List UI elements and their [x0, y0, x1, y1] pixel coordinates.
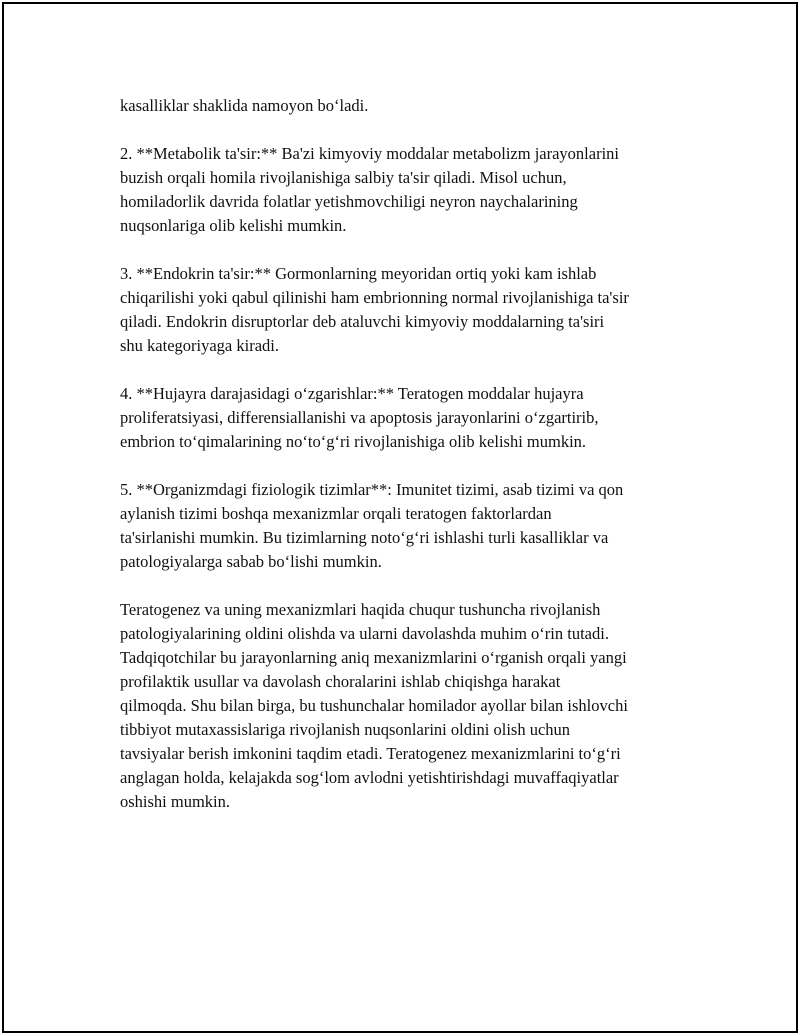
paragraph-endokrin: [120, 262, 720, 358]
text-line: patologiyalarining oldini olishda va ularni davolashda muhim o‘rin tutadi.: [120, 624, 609, 643]
text-line: embrion to‘qimalarining no‘to‘g‘ri rivojlanishiga olib kelishi mumkin.: [120, 432, 587, 451]
paragraph-metabolik: [120, 142, 720, 238]
text-line: buzish orqali homila rivojlanishiga salbiy ta'sir qiladi. Misol uchun,: [120, 168, 567, 187]
text-line: anglagan holda, kelajakda sog‘lom avlodni yetishtirishdagi muvaffaqiyatlar: [120, 768, 619, 787]
text-line: oshishi mumkin.: [120, 792, 231, 811]
text-line: kasalliklar shaklida namoyon bo‘ladi.: [120, 96, 369, 115]
text-line: profilaktik usullar va davolash choralarini ishlab chiqishga harakat: [120, 672, 561, 691]
text-line: chiqarilishi yoki qabul qilinishi ham embrionning normal rivojlanishiga ta'sir: [120, 288, 629, 307]
text-line: 3. **Endokrin ta'sir:** Gormonlarning meyoridan ortiq yoki kam ishlab: [120, 264, 597, 283]
paragraph-hujayra: [120, 382, 720, 454]
text-line: aylanish tizimi boshqa mexanizmlar orqali teratogen faktorlardan: [120, 504, 552, 523]
paragraph-conclusion: [120, 598, 720, 814]
text-line: homiladorlik davrida folatlar yetishmovchiligi neyron naychalarining: [120, 192, 578, 211]
text-line: tibbiyot mutaxassislariga rivojlanish nuqsonlarini oldini olish uchun: [120, 720, 571, 739]
text-line: shu kategoriyaga kiradi.: [120, 336, 279, 355]
paragraph-continuation: [120, 94, 720, 118]
text-line: 2. **Metabolik ta'sir:** Ba'zi kimyoviy moddalar metabolizm jarayonlarini: [120, 144, 619, 163]
text-line: 5. **Organizmdagi fiziologik tizimlar**: Imunitet tizimi, asab tizimi va qon: [120, 480, 624, 499]
text-line: proliferatsiyasi, differensiallanishi va apoptosis jarayonlarini o‘zgartirib,: [120, 408, 599, 427]
text-line: ta'sirlanishi mumkin. Bu tizimlarning noto‘g‘ri ishlashi turli kasalliklar va: [120, 528, 609, 547]
paragraph-fiziologik-tizimlar: [120, 478, 720, 574]
text-line: qilmoqda. Shu bilan birga, bu tushunchalar homilador ayollar bilan ishlovchi: [120, 696, 628, 715]
text-line: Tadqiqotchilar bu jarayonlarning aniq mexanizmlarini o‘rganish orqali yangi: [120, 648, 627, 667]
document-body: [120, 94, 720, 838]
text-line: tavsiyalar berish imkonini taqdim etadi. Teratogenez mexanizmlarini to‘g‘ri: [120, 744, 621, 763]
text-line: qiladi. Endokrin disruptorlar deb ataluvchi kimyoviy moddalarning ta'siri: [120, 312, 605, 331]
text-line: patologiyalarga sabab bo‘lishi mumkin.: [120, 552, 382, 571]
text-line: Teratogenez va uning mexanizmlari haqida chuqur tushuncha rivojlanish: [120, 600, 601, 619]
document-page: [2, 2, 798, 1033]
text-line: 4. **Hujayra darajasidagi o‘zgarishlar:** Teratogen moddalar hujayra: [120, 384, 584, 403]
text-line: nuqsonlariga olib kelishi mumkin.: [120, 216, 347, 235]
